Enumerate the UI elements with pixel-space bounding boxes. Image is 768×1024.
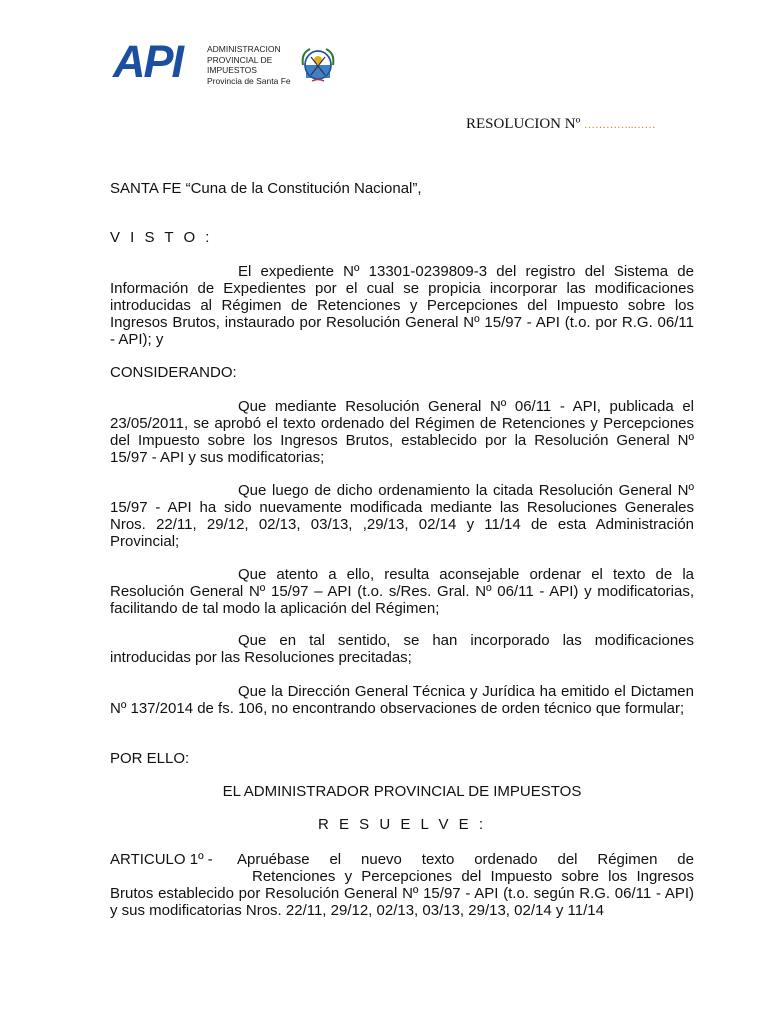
- resuelve-heading: [110, 816, 694, 833]
- articulo-1-label: ARTICULO 1º -: [110, 851, 213, 868]
- considerando-paragraph: [110, 482, 694, 550]
- visto-heading: [110, 229, 694, 246]
- considerando-paragraph: [110, 632, 694, 666]
- administrador-text: EL ADMINISTRADOR PROVINCIAL DE IMPUESTOS: [222, 783, 582, 800]
- por-ello-text: POR ELLO:: [110, 750, 190, 767]
- considerando-heading-text: CONSIDERANDO:: [110, 364, 237, 381]
- visto-heading-text: V I S T O :: [110, 229, 213, 246]
- administrador-title: [110, 783, 694, 800]
- agency-line: IMPUESTOS: [207, 65, 257, 75]
- considerando-paragraph-text: Que en tal sentido, se han incorporado las modificaciones introducidas por las Resoluciones precitadas;: [110, 632, 694, 666]
- considerando-paragraph-text: Que mediante Resolución General Nº 06/11 - API, publicada el 23/05/2011, se aprobó el texto ordenado del Régimen de Retenciones y Percepciones del Impuesto sobre los Ingresos Brutos, establecido por la Resolución General Nº 15/97 - API y sus modificatorias;: [110, 398, 694, 466]
- resolution-number-blank: …………..……: [584, 119, 656, 131]
- articulo-1-line2: Retenciones y Percepciones del Impuesto sobre los Ingresos: [252, 868, 694, 885]
- visto-paragraph-text: El expediente Nº 13301-0239809-3 del registro del Sistema de Información de Expedientes por el cual se propicia incorporar las modificaciones introducidas al Régimen de Retenciones y Percepciones del Impuesto sobre los Ingresos Brutos, instaurado por Resolución General Nº 15/97 - API (t.o. por R.G. 06/11 - API); y: [110, 263, 694, 348]
- considerando-paragraph: [110, 683, 694, 717]
- considerando-paragraph: [110, 398, 694, 466]
- api-logo: API: [113, 36, 183, 87]
- considerando-paragraph-text: Que atento a ello, resulta aconsejable ordenar el texto de la Resolución General Nº 15/97 – API (t.o. s/Res. Gral. Nº 06/11 - API) y modificatorias, facilitando de tal modo la aplicación del Régimen;: [110, 566, 694, 617]
- articulo-1: [110, 851, 694, 919]
- agency-line: Provincia de Santa Fe: [207, 75, 291, 86]
- articulo-1-rest: Brutos establecido por Resolución General Nº 15/97 - API (t.o. según R.G. 06/11 - API) y sus modificatorias Nros. 22/11, 29/12, 02/13, 03/13, 29/13, 02/14 y 11/14: [110, 885, 694, 919]
- santa-fe-header: [110, 180, 694, 197]
- santa-fe-coat-of-arms-icon: [300, 45, 336, 83]
- agency-name: [207, 44, 291, 86]
- santa-fe-line: SANTA FE “Cuna de la Constitución Nacional”,: [110, 180, 422, 197]
- considerando-heading: [110, 364, 694, 381]
- considerando-paragraph: [110, 566, 694, 617]
- por-ello: [110, 750, 694, 767]
- resuelve-text: R E S U E L V E :: [318, 816, 486, 833]
- visto-section: [110, 263, 694, 348]
- agency-line: PROVINCIAL DE: [207, 54, 273, 65]
- resolution-label: RESOLUCION Nº: [466, 116, 581, 132]
- agency-line: ADMINISTRACION: [207, 44, 281, 54]
- visto-paragraph: [110, 263, 694, 348]
- considerando-paragraph-text: Que luego de dicho ordenamiento la citada Resolución General Nº 15/97 - API ha sido nuevamente modificada mediante las Resoluciones Generales Nros. 22/11, 29/12, 02/13, 03/13, ,29/13, 02/14 y 11/14 de esta Administración Provincial;: [110, 482, 694, 550]
- considerando-paragraph-text: Que la Dirección General Técnica y Jurídica ha emitido el Dictamen Nº 137/2014 de fs. 106, no encontrando observaciones de orden técnico que formular;: [110, 683, 694, 717]
- articulo-1-line1: Apruébase el nuevo texto ordenado del Régimen de: [237, 851, 694, 868]
- resolution-number: [466, 116, 656, 133]
